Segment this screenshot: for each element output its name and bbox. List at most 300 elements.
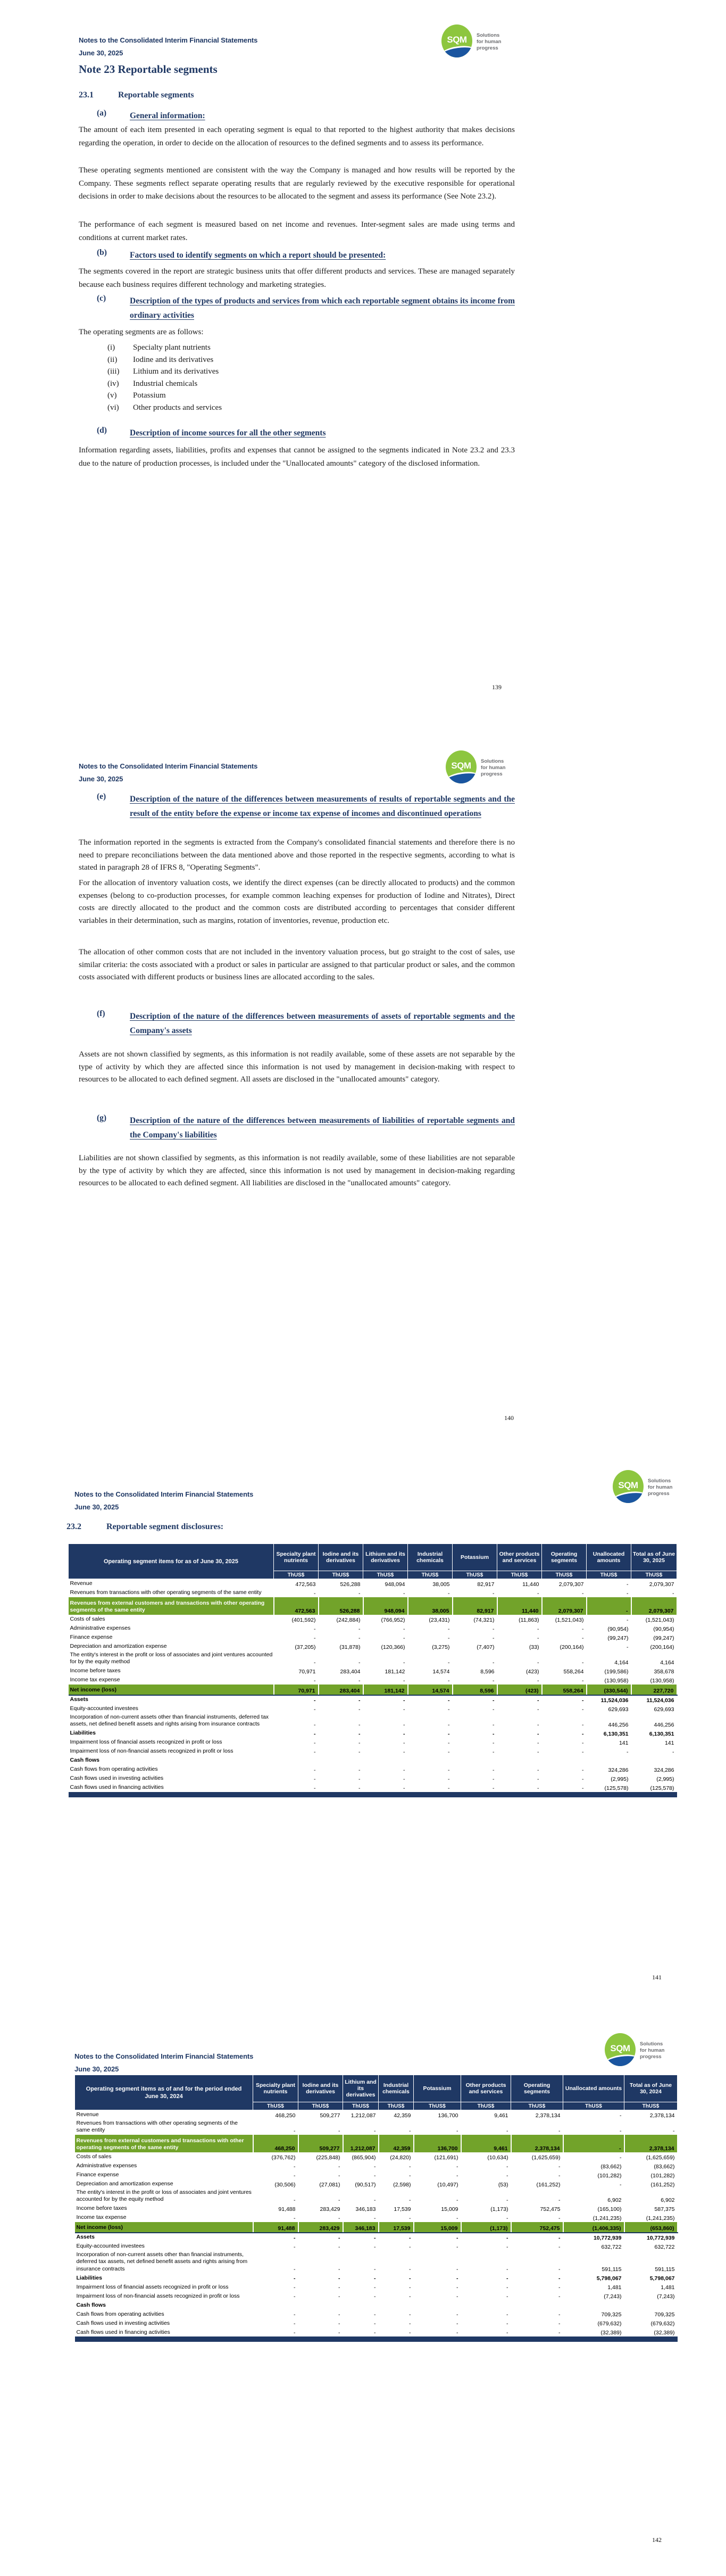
cell-value	[319, 1756, 363, 1765]
cell-value: (1,521,043)	[555, 1616, 584, 1623]
cell-value	[542, 1756, 587, 1765]
cell-value: -	[493, 1748, 495, 1755]
cell-value: -	[374, 2215, 376, 2222]
cell-value: (199,586)	[604, 1668, 629, 1675]
cell-value: 2,378,134	[649, 2112, 675, 2119]
cell-value: -	[582, 1721, 584, 1728]
table-row	[75, 2318, 678, 2327]
table-row	[75, 2161, 678, 2170]
cell-value: 2,378,134	[511, 2135, 563, 2152]
cell-value: -	[314, 1776, 316, 1782]
cell-value: -	[294, 2163, 296, 2170]
cell-value: -	[338, 2243, 340, 2250]
cell-value: 1,212,087	[351, 2112, 376, 2119]
cell-value: 4,164	[660, 1659, 674, 1666]
cell-value: -	[403, 1590, 405, 1597]
column-header: Lithium and its derivatives	[363, 1544, 408, 1571]
cell-value: -	[294, 2215, 296, 2222]
cell-value: -	[627, 1590, 629, 1597]
cell-value: (90,954)	[607, 1625, 629, 1632]
row-label: Impairment loss of non-financial assets recognized in profit or loss	[76, 2292, 240, 2299]
cell-value: -	[493, 1785, 495, 1791]
cell-value: (423)	[525, 1668, 539, 1675]
cell-value: -	[537, 1625, 539, 1632]
cell-value: -	[506, 2284, 508, 2291]
row-label: Assets	[76, 2234, 95, 2240]
cell-value: -	[409, 2215, 411, 2222]
cell-value: -	[506, 2321, 508, 2327]
paragraph: Information regarding assets, liabilities, profits and expenses that cannot be assigned to the segments indicated in Note 23.2 and 23.3 due to the nature of production processes, is included under the "Unallocated amounts" category of the disclosed information.	[79, 446, 515, 468]
cell-value: -	[627, 1581, 629, 1588]
cell-value: -	[582, 1659, 584, 1666]
cell-value: -	[403, 1739, 405, 1746]
cell-value: 509,277	[320, 2112, 340, 2119]
unit-header: ThUS$	[511, 2102, 563, 2110]
cell-value	[563, 2300, 624, 2309]
cell-value: -	[493, 1625, 495, 1632]
page-header	[74, 1488, 253, 1514]
cell-value: -	[338, 2234, 340, 2241]
cell-value: 11,440	[522, 1581, 539, 1588]
cell-value: -	[493, 1706, 495, 1713]
cell-value: -	[493, 1776, 495, 1782]
column-header: Iodine and its derivatives	[298, 2075, 343, 2102]
cell-value: -	[374, 2243, 376, 2250]
row-label: Revenues from transactions with other operating segments of the same entity	[70, 1589, 262, 1596]
cell-value: -	[314, 1590, 316, 1597]
cell-value: -	[456, 2311, 458, 2318]
cell-value: (30,506)	[274, 2181, 296, 2188]
cell-value: (130,958)	[604, 1677, 629, 1684]
cell-value: -	[409, 2330, 411, 2336]
sqm-logo-ball-icon	[605, 2033, 636, 2066]
cell-value: -	[456, 2172, 458, 2179]
cell-value: -	[338, 2275, 340, 2282]
heading-b: (b) Factors used to identify segments on which a report should be presented:	[97, 248, 386, 260]
heading-e: (e) Description of the nature of the differences between measurements of results of reportable segments and the result of the entity before the expense or income tax expense of incomes and discontinued operations	[97, 792, 515, 818]
cell-value: 136,700	[438, 2112, 458, 2119]
cell-value: (200,164)	[560, 1644, 584, 1650]
cell-value: -	[506, 2293, 508, 2300]
cell-value	[379, 2300, 414, 2309]
table-row	[75, 2204, 678, 2213]
heading-c: (c) Description of the types of products and services from which each reportable segment obtains its income from ordinary activities	[97, 294, 515, 320]
cell-value: -	[537, 1590, 539, 1597]
cell-value: 283,429	[298, 2222, 343, 2233]
cell-value: -	[620, 2154, 622, 2161]
table-row	[75, 2273, 678, 2282]
sqm-logo-text: SQM	[447, 35, 467, 45]
header-line2: June 30, 2025	[74, 2065, 119, 2073]
table-row	[69, 1756, 677, 1765]
column-header: Other products and services	[461, 2075, 511, 2102]
cell-value: 632,722	[654, 2243, 675, 2250]
page-142	[0, 2032, 726, 2576]
heading-a: (a) General information:	[97, 109, 205, 120]
page-header	[74, 2050, 253, 2076]
list-item: (v) Potassium	[107, 391, 166, 400]
cell-value: -	[506, 2163, 508, 2170]
table-row	[75, 2282, 678, 2291]
cell-value: -	[672, 1748, 674, 1755]
cell-value: -	[456, 2197, 458, 2203]
cell-value: -	[294, 2330, 296, 2336]
cell-value	[587, 1756, 631, 1765]
cell-value: -	[448, 1739, 450, 1746]
row-label: Revenues from external customers and transactions with other operating segments of the same entity	[69, 1597, 274, 1615]
row-label: The entity's interest in the profit or loss of associates and joint ventures accounted for by the equity method	[76, 2189, 252, 2202]
cell-value: (161,252)	[650, 2181, 675, 2188]
table-row	[69, 1774, 677, 1783]
cell-value: -	[338, 2293, 340, 2300]
cell-value: 2,079,307	[542, 1597, 587, 1615]
column-header: Total as of June 30, 2025	[631, 1544, 677, 1571]
table-row	[69, 1675, 677, 1685]
cell-value: -	[537, 1659, 539, 1666]
cell-value: 948,094	[363, 1597, 408, 1615]
cell-value: -	[374, 2197, 376, 2203]
cell-value	[414, 2300, 461, 2309]
row-label: Depreciation and amortization expense	[70, 1643, 167, 1649]
cell-value: 629,693	[608, 1706, 629, 1713]
cell-value: (1,521,043)	[645, 1616, 674, 1623]
cell-value: -	[558, 2127, 561, 2134]
table-row	[69, 1695, 677, 1704]
cell-value: (1,241,235)	[593, 2215, 622, 2222]
row-label: Income before taxes	[76, 2205, 127, 2211]
sqm-logo-swoosh-icon	[605, 2052, 636, 2066]
paragraph: For the allocation of inventory valuation costs, we identify the direct expenses (can be directly allocated to products) and the common expenses (belong to co-production processes, for example common leaching expenses for production of Iodine and Nitrates), Direct costs are directly allocated to the product and the common costs are distributed according to percentages that consider different variables in their determination, such as margins, rotation of inventories, revenue, production etc.	[79, 879, 515, 925]
cell-value: -	[558, 2330, 561, 2336]
cell-value: (766,952)	[381, 1616, 405, 1623]
cell-value: 346,183	[355, 2206, 376, 2212]
cell-value: -	[537, 1776, 539, 1782]
cell-value: 1,481	[607, 2284, 622, 2291]
row-label: Income tax expense	[76, 2214, 127, 2220]
cell-value: 2,378,134	[624, 2135, 678, 2152]
cell-value: -	[537, 1748, 539, 1755]
row-label: Equity-accounted investees	[70, 1705, 138, 1712]
cell-value: -	[448, 1590, 450, 1597]
page-number: 139	[492, 683, 502, 691]
cell-value: (101,282)	[597, 2172, 622, 2179]
cell-value: 14,574	[432, 1668, 450, 1675]
cell-value: 446,256	[654, 1721, 674, 1728]
cell-value: -	[409, 2321, 411, 2327]
cell-value: -	[506, 2275, 508, 2282]
cell-value: -	[456, 2330, 458, 2336]
row-label: Liabilities	[76, 2274, 102, 2281]
cell-value: (1,173)	[461, 2222, 511, 2233]
cell-value: -	[582, 1748, 584, 1755]
row-label: Liabilities	[70, 1730, 96, 1736]
cell-value: -	[294, 2266, 296, 2273]
cell-value: 70,971	[274, 1685, 319, 1695]
header-line2: June 30, 2025	[79, 49, 123, 57]
cell-value: (32,389)	[654, 2330, 675, 2336]
unit-header: ThUS$	[408, 1571, 453, 1579]
cell-value: -	[448, 1625, 450, 1632]
column-header: Potassium	[453, 1544, 497, 1571]
header-line1: Notes to the Consolidated Interim Financial Statements	[79, 762, 258, 770]
cell-value: 346,183	[343, 2222, 379, 2233]
cell-value: -	[537, 1739, 539, 1746]
cell-value: -	[338, 2215, 340, 2222]
cell-value: -	[563, 2135, 624, 2152]
cell-value: -	[294, 2127, 296, 2134]
cell-value: -	[582, 1785, 584, 1791]
sqm-logo-ball-icon	[613, 1470, 644, 1503]
cell-value: 5,798,067	[649, 2275, 675, 2282]
cell-value: 82,917	[453, 1597, 497, 1615]
cell-value: -	[294, 2243, 296, 2250]
column-header: Other products and services	[497, 1544, 542, 1571]
cell-value: -	[409, 2197, 411, 2203]
cell-value	[298, 2300, 343, 2309]
table-row	[69, 1747, 677, 1756]
cell-value: -	[403, 1706, 405, 1713]
cell-value: 70,971	[298, 1668, 316, 1675]
cell-value: 14,574	[408, 1685, 453, 1695]
cell-value: -	[338, 2163, 340, 2170]
cell-value: -	[403, 1748, 405, 1755]
page-number: 140	[504, 1414, 514, 1422]
cell-value: -	[294, 2197, 296, 2203]
cell-value: -	[448, 1730, 450, 1737]
row-label: Costs of sales	[76, 2153, 112, 2160]
table-row	[75, 2213, 678, 2222]
cell-value: 9,461	[461, 2135, 511, 2152]
cell-value: 11,524,036	[600, 1697, 629, 1704]
cell-value: (33)	[529, 1644, 539, 1650]
cell-value: -	[456, 2127, 458, 2134]
table-row	[75, 2291, 678, 2300]
table-row	[69, 1685, 677, 1695]
cell-value: -	[506, 2243, 508, 2250]
unit-header: ThUS$	[587, 1571, 631, 1579]
cell-value	[274, 1756, 319, 1765]
cell-value: -	[448, 1659, 450, 1666]
cell-value: -	[558, 2293, 561, 2300]
cell-value: 17,539	[394, 2206, 411, 2212]
column-header: Total as of June 30, 2024	[624, 2075, 678, 2102]
cell-value: -	[673, 2127, 675, 2134]
paragraph: These operating segments mentioned are consistent with the way the Company is managed and how results will be reported by the Company. These segments reflect separate operating results that are regularly reviewed by the executive responsible for operational decisions in order to make decisions about the resources to be allocated to the segment and assess its performance (See Note 23.2).	[79, 166, 515, 201]
cell-value: -	[358, 1659, 361, 1666]
table-row	[69, 1651, 677, 1666]
cell-value: -	[493, 1730, 495, 1737]
cell-value: 591,115	[602, 2266, 622, 2273]
cell-value: 709,325	[601, 2311, 622, 2318]
cell-value: -	[558, 2275, 561, 2282]
paragraph: Liabilities are not shown classified by segments, as this information is not readily available, some of these liabilities are not separable by the type of activity by which they are affected, since this information is not used by management in decision-making regarding resources to be allocated to each defined segment. All liabilities are disclosed in the "unallocated amounts" category.	[79, 1154, 515, 1188]
column-header: Iodine and its derivatives	[319, 1544, 363, 1571]
cell-value: -	[456, 2163, 458, 2170]
cell-value: -	[448, 1748, 450, 1755]
row-label: Revenues from external customers and transactions with other operating segments of the same entity	[75, 2135, 253, 2152]
cell-value: -	[374, 2172, 376, 2179]
unit-header: ThUS$	[343, 2102, 379, 2110]
cell-value: (225,848)	[316, 2154, 340, 2161]
row-label: Costs of sales	[70, 1616, 105, 1622]
header-line1: Notes to the Consolidated Interim Financial Statements	[74, 1490, 254, 1498]
cell-value: 526,288	[319, 1597, 363, 1615]
row-label: Incorporation of non-current assets other than financial instruments, deferred tax assets, net defined benefit assets and rights arising from insurance contracts	[70, 1713, 269, 1727]
heading-g: (g) Description of the nature of the differences between measurements of liabilities of reportable segments and the Company's liabilities	[97, 1113, 515, 1140]
cell-value: (90,517)	[355, 2181, 376, 2188]
cell-value: (2,995)	[656, 1776, 674, 1782]
cell-value: -	[627, 1616, 629, 1623]
row-label: Finance expense	[76, 2172, 119, 2178]
row-label: Cash flows from operating activities	[70, 1766, 158, 1772]
row-label: Cash flows	[76, 2301, 106, 2308]
cell-value: -	[493, 1677, 495, 1684]
cell-value: 948,094	[385, 1581, 405, 1588]
cell-value: -	[358, 1785, 361, 1791]
cell-value: 4,164	[614, 1659, 629, 1666]
cell-value: (74,321)	[473, 1616, 495, 1623]
cell-value: -	[374, 2275, 376, 2282]
paragraph: The amount of each item presented in each operating segment is equal to that reported to the highest authority that makes decisions regarding the operation, in order to decide on the allocation of resources to the defined segments and to assess its performance.	[79, 126, 515, 147]
cell-value: 472,563	[274, 1597, 319, 1615]
cell-value: -	[506, 2234, 508, 2241]
row-label: Revenues from transactions with other operating segments of the same entity	[76, 2119, 238, 2133]
section-23-2: 23.2 Reportable segment disclosures:	[66, 1522, 224, 1531]
table-row	[69, 1729, 677, 1738]
unit-header: ThUS$	[453, 1571, 497, 1579]
cell-value: (99,247)	[653, 1634, 674, 1641]
cell-value: -	[403, 1730, 405, 1737]
cell-value: -	[506, 2266, 508, 2273]
row-label: Impairment loss of financial assets recognized in profit or loss	[70, 1739, 222, 1745]
sqm-logo	[441, 24, 537, 63]
cell-value: -	[374, 2293, 376, 2300]
list-item: (iv) Industrial chemicals	[107, 379, 198, 388]
cell-value: 591,115	[655, 2266, 675, 2273]
cell-value: -	[314, 1634, 316, 1641]
cell-value: 91,488	[253, 2222, 298, 2233]
cell-value: 6,130,351	[603, 1730, 629, 1737]
cell-value: -	[448, 1721, 450, 1728]
unit-header: ThUS$	[542, 1571, 587, 1579]
cell-value: -	[537, 1721, 539, 1728]
cell-value	[363, 1756, 408, 1765]
cell-value: (121,691)	[434, 2154, 458, 2161]
cell-value: -	[627, 1644, 629, 1650]
segment-table-2024	[74, 2075, 678, 2342]
cell-value: (2,995)	[611, 1776, 629, 1782]
cell-value: -	[493, 1739, 495, 1746]
cell-value: -	[537, 1766, 539, 1773]
unit-header: ThUS$	[461, 2102, 511, 2110]
cell-value: 283,429	[320, 2206, 340, 2212]
cell-value: -	[558, 2163, 561, 2170]
cell-value: 468,250	[275, 2112, 296, 2119]
unit-header: ThUS$	[379, 2102, 414, 2110]
cell-value: -	[294, 2234, 296, 2241]
header-line1: Notes to the Consolidated Interim Financial Statements	[74, 2052, 254, 2060]
cell-value: -	[493, 1634, 495, 1641]
cell-value: -	[338, 2266, 340, 2273]
cell-value: (90,954)	[653, 1625, 674, 1632]
row-label: Impairment loss of non-financial assets recognized in profit or loss	[70, 1748, 233, 1754]
cell-value: -	[448, 1766, 450, 1773]
cell-value: -	[558, 2243, 561, 2250]
cell-value: 283,404	[340, 1668, 361, 1675]
header-line2: June 30, 2025	[79, 775, 123, 783]
cell-value: 227,720	[631, 1685, 677, 1695]
table-row	[69, 1597, 677, 1615]
cell-value: -	[403, 1659, 405, 1666]
row-label: Cash flows used in investing activities	[70, 1775, 164, 1781]
cell-value: -	[493, 1766, 495, 1773]
cell-value: (1,625,659)	[531, 2154, 561, 2161]
cell-value: (1,406,335)	[563, 2222, 624, 2233]
cell-value: -	[403, 1785, 405, 1791]
column-header: Specialty plant nutrients	[253, 2075, 298, 2102]
cell-value: -	[558, 2215, 561, 2222]
cell-value	[511, 2300, 563, 2309]
cell-value: -	[493, 1697, 495, 1704]
cell-value: -	[314, 1677, 316, 1684]
row-label: Cash flows used in financing activities	[76, 2329, 170, 2335]
cell-value: -	[558, 2234, 561, 2241]
row-label: Depreciation and amortization expense	[76, 2181, 173, 2187]
cell-value: -	[314, 1766, 316, 1773]
row-label: Cash flows used in financing activities	[70, 1784, 164, 1790]
cell-value: -	[448, 1677, 450, 1684]
cell-value: -	[338, 2197, 340, 2203]
cell-value	[253, 2300, 298, 2309]
cell-value: -	[338, 2321, 340, 2327]
cell-value: 42,359	[379, 2135, 414, 2152]
cell-value: -	[403, 1776, 405, 1782]
cell-value: (130,958)	[650, 1677, 674, 1684]
cell-value: -	[456, 2284, 458, 2291]
cell-value: -	[374, 2127, 376, 2134]
cell-value: -	[558, 2311, 561, 2318]
cell-value: (101,282)	[650, 2172, 675, 2179]
cell-value: -	[537, 1706, 539, 1713]
cell-value: 15,009	[441, 2206, 458, 2212]
cell-value: -	[294, 2284, 296, 2291]
cell-value: (1,625,659)	[646, 2154, 675, 2161]
table-bottom-bar	[69, 1792, 677, 1797]
sqm-logo-text: SQM	[610, 2043, 630, 2053]
cell-value: -	[409, 2311, 411, 2318]
cell-value: (99,247)	[607, 1634, 629, 1641]
unit-header: ThUS$	[298, 2102, 343, 2110]
cell-value: (330,544)	[587, 1685, 631, 1695]
cell-value: 11,524,036	[646, 1697, 674, 1704]
cell-value: -	[582, 1697, 584, 1704]
cell-value: 509,277	[298, 2135, 343, 2152]
cell-value: (376,762)	[271, 2154, 296, 2161]
cell-value: -	[409, 2163, 411, 2170]
table-row	[69, 1624, 677, 1633]
cell-value: (11,863)	[519, 1616, 539, 1623]
table-row	[69, 1666, 677, 1675]
cell-value: -	[456, 2234, 458, 2241]
cell-value: -	[582, 1677, 584, 1684]
unit-header: ThUS$	[274, 1571, 319, 1579]
table-title-cell: Operating segment items as of and for the period ended June 30, 2024	[75, 2075, 253, 2110]
unit-header: ThUS$	[631, 1571, 677, 1579]
header-line1: Notes to the Consolidated Interim Financial Statements	[79, 36, 258, 44]
table-row	[75, 2327, 678, 2336]
paragraph: The performance of each segment is measured based on net income and revenues. Inter-segment sales are made using terms and conditions at current market rates.	[79, 220, 515, 242]
cell-value: (7,407)	[477, 1644, 495, 1650]
